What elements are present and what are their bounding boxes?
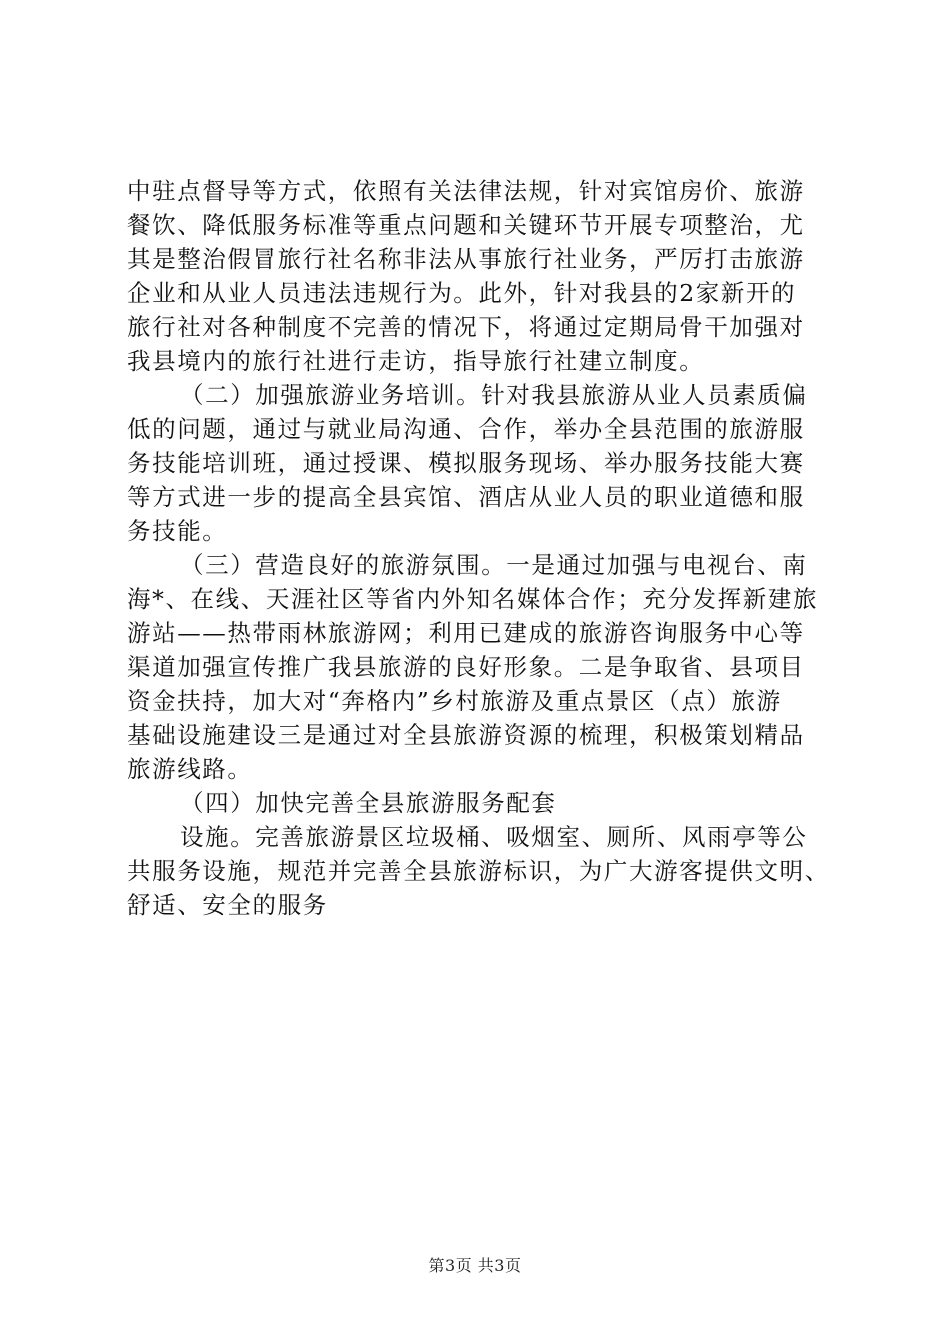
section-heading-line: （二）加强旅游业务培训。针对我县旅游从业人员素质偏 [180,381,808,409]
body-line: 设施。完善旅游景区垃圾桶、吸烟室、厕所、风雨亭等公 [180,823,808,851]
body-line: 务技能培训班，通过授课、模拟服务现场、举办服务技能大赛 [127,449,805,477]
body-line: 中驻点督导等方式，依照有关法律法规，针对宾馆房价、旅游 [127,177,805,205]
body-line: 等方式进一步的提高全县宾馆、酒店从业人员的职业道德和服 [127,483,805,511]
page-number-footer: 第3页 共3页 [428,1256,522,1275]
section-heading-line: （四）加快完善全县旅游服务配套 [180,789,557,817]
body-line: 旅游线路。 [127,755,253,783]
body-line: 企业和从业人员违法违规行为。此外，针对我县的2家新开的 [127,279,797,307]
body-line: 旅行社对各种制度不完善的情况下，将通过定期局骨干加强对 [127,313,805,341]
body-line: 舒适、安全的服务 [127,891,328,919]
body-line: 渠道加强宣传推广我县旅游的良好形象。二是争取省、县项目 [127,653,805,681]
body-line: 其是整治假冒旅行社名称非法从事旅行社业务，严厉打击旅游 [127,245,805,273]
body-line: 资金扶持，加大对“奔格内”乡村旅游及重点景区（点）旅游 [127,687,782,715]
body-line: 餐饮、降低服务标准等重点问题和关键环节开展专项整治，尤 [127,211,805,239]
body-line: 基础设施建设三是通过对全县旅游资源的梳理，积极策划精品 [127,721,805,749]
body-line: 共服务设施，规范并完善全县旅游标识，为广大游客提供文明、 [127,857,830,885]
body-line: 海*、在线、天涯社区等省内外知名媒体合作；充分发挥新建旅 [127,585,819,613]
body-line: 我县境内的旅行社进行走访，指导旅行社建立制度。 [127,347,705,375]
section-heading-line: （三）营造良好的旅游氛围。一是通过加强与电视台、南 [180,551,808,579]
body-line: 务技能。 [127,517,228,545]
body-line: 低的问题，通过与就业局沟通、合作，举办全县范围的旅游服 [127,415,805,443]
body-line: 游站——热带雨林旅游网；利用已建成的旅游咨询服务中心等 [127,619,805,647]
